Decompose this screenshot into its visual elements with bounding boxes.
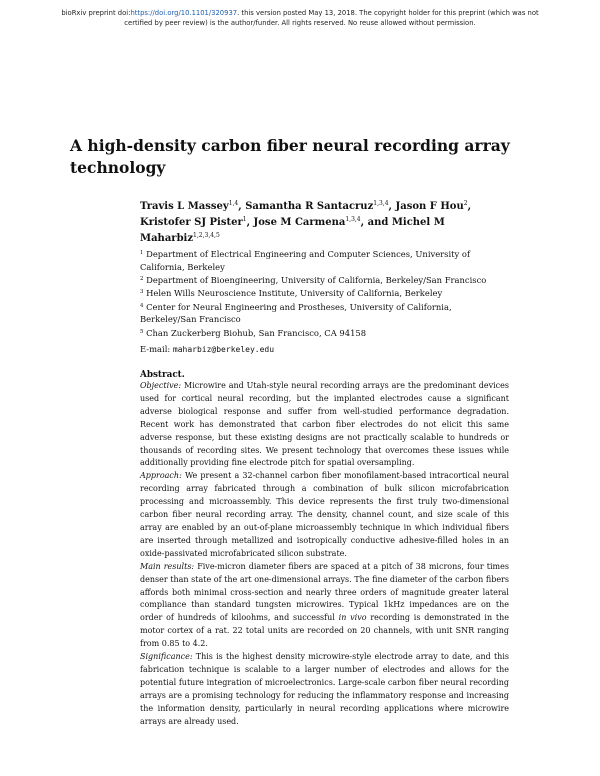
author-affiliation-marker: 2 <box>463 200 468 207</box>
author-affiliation-marker: 1,4 <box>228 200 239 207</box>
author-affiliation-marker: 1,3,4 <box>345 216 361 223</box>
abstract-heading: Abstract. <box>140 370 185 380</box>
affiliation <box>140 287 500 300</box>
affiliation-text: Department of Bioengineering, University of California, Berkeley/San Francisco <box>146 275 487 286</box>
author-separator: , <box>388 201 396 212</box>
preprint-suffix: . this version posted May 13, 2018. The copyright holder for this preprint (which was not <box>237 9 539 17</box>
section-text-continued: recording is demonstrated in the motor cortex of a rat. 22 total units are recorded on 20 channels, with unit SNR ranging from 0.85 to 4.2. <box>140 613 510 649</box>
preprint-notice-line1 <box>38 8 562 18</box>
affiliation-text: Center for Neural Engineering and Prostheses, University of California, Berkeley/San Francisco <box>140 301 452 325</box>
section-label: Objective: <box>140 381 182 390</box>
section-text: Five-micron diameter fibers are spaced at a pitch of 38 microns, four times denser than state of the art one-dimensional arrays. The fine diameter of the carbon fibers affords both minimal cross-section and nearly three orders of magnitude greater lateral compliance than standard tungsten microwires. Typical 1kHz impedances are on the order of hundreds of kiloohms, and successful <box>140 561 509 623</box>
abstract-main-results <box>140 561 509 651</box>
author-list <box>140 199 500 247</box>
author-name: Jason F Hou <box>395 201 464 212</box>
section-label: Approach: <box>140 471 182 481</box>
abstract-significance <box>140 651 509 728</box>
author-name: Travis L Massey <box>140 201 229 212</box>
affiliation-list <box>140 248 500 340</box>
affiliation <box>140 301 500 327</box>
section-text: We present a 32-channel carbon fiber monofilament-based intracortical neural recording array fabricated through a combination of bulk silicon microfabrication processing and microassembly. This device represents the first truly two-dimensional carbon fiber neural recording array. The density, channel count, and size scale of this array are enabled by an out-of-plane microassembly technique in which individual fibers are inserted through metallized and isotropically conductive adhesive-filled holes in an oxide-passivated microfabricated silicon substrate. <box>140 471 509 558</box>
author-separator: , <box>467 201 472 212</box>
email-label: E-mail: <box>140 344 171 354</box>
section-text: This is the highest density microwire-style electrode array to date, and this fabrication technique is scalable to a larger number of electrodes and allows for the potential future integration of microelectronics. Large-scale carbon fiber neural recording arrays are a promising technology for reducing the inflammatory response and increasing the information density, particularly in neural recording applications where microwire arrays are already used. <box>140 652 509 726</box>
affiliation <box>140 248 500 274</box>
contact-email <box>140 343 500 356</box>
affiliation <box>140 274 500 287</box>
affiliation-number: 5 <box>140 328 144 335</box>
author-affiliation-marker: 1,2,3,4,5 <box>193 232 220 239</box>
abstract-objective <box>140 380 509 470</box>
affiliation-number: 3 <box>140 289 144 296</box>
section-label: Main results: <box>140 561 195 571</box>
author-name: Michel M Maharbiz <box>140 217 445 244</box>
preprint-prefix: bioRxiv preprint doi: <box>61 9 131 17</box>
affiliation <box>140 327 500 340</box>
affiliation-text: Helen Wills Neuroscience Institute, University of California, Berkeley <box>146 288 443 299</box>
author-name: Kristofer SJ Pister <box>140 217 243 228</box>
author-affiliation-marker: 1 <box>242 216 247 223</box>
author-affiliation-marker: 1,3,4 <box>373 200 389 207</box>
section-text: Microwire and Utah-style neural recording arrays are the predominant devices used for cortical neural recording, but the implanted electrodes cause a significant adverse biological response and suffer from well-studied performance degradation. Recent work has demonstrated that carbon fiber electrodes do not elicit this same adverse response, but these existing designs are not practically scalable to hundreds or thousands of recording sites. We present technology that overcomes these issues while additionally providing fine electrode pitch for spatial oversampling. <box>140 381 510 468</box>
author-name: Samantha R Santacruz <box>245 201 374 212</box>
author-separator: , and <box>360 217 392 228</box>
author-separator: , <box>246 217 254 228</box>
author-separator: , <box>238 201 246 212</box>
abstract-approach <box>140 470 509 560</box>
email-address[interactable]: maharbiz@berkeley.edu <box>172 345 275 354</box>
abstract-body <box>140 380 509 728</box>
affiliation-text: Chan Zuckerberg Biohub, San Francisco, CA 94158 <box>146 327 367 338</box>
doi-link[interactable]: https://doi.org/10.1101/320937 <box>130 9 238 17</box>
author-name: Jose M Carmena <box>253 217 346 228</box>
affiliation-number: 2 <box>140 276 144 283</box>
affiliation-text: Department of Electrical Engineering and Computer Sciences, University of California, Berkeley <box>140 249 471 272</box>
affiliation-number: 1 <box>140 250 144 256</box>
preprint-notice-line2: certified by peer review) is the author/funder. All rights reserved. No reuse allowed without permission. <box>124 19 476 27</box>
affiliation-number: 4 <box>140 302 144 309</box>
paper-title: A high-density carbon fiber neural recording array technology <box>70 136 510 177</box>
in-vivo-term: in vivo <box>338 613 367 623</box>
section-label: Significance: <box>140 652 193 662</box>
preprint-notice <box>38 8 562 28</box>
